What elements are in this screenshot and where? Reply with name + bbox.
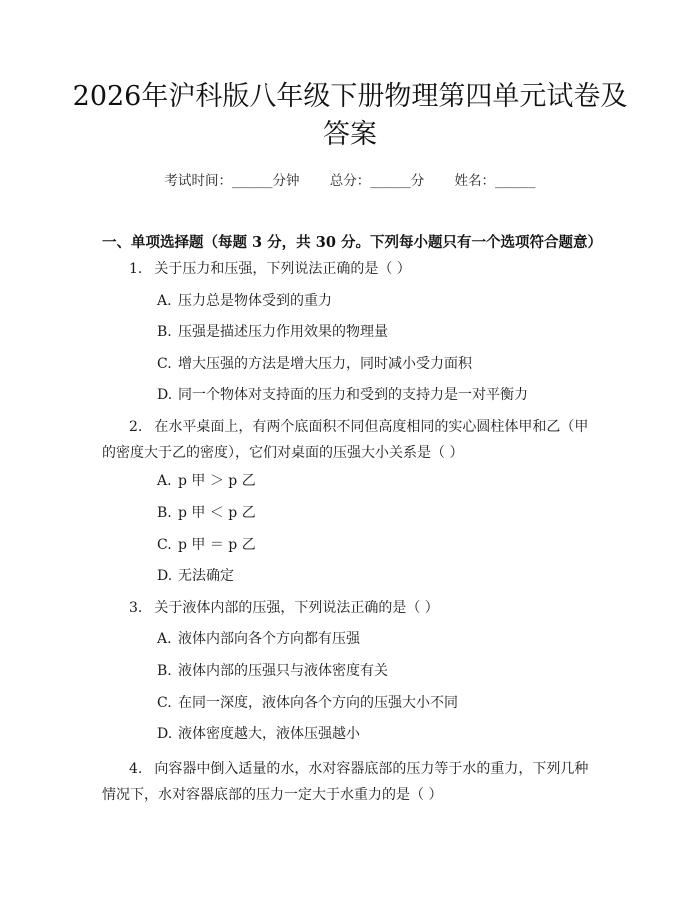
option-text: p 甲 ＞ p 乙 xyxy=(178,473,256,489)
question-text: 关于压力和压强，下列说法正确的是（ ） xyxy=(154,261,411,277)
option-text: 液体内部向各个方向都有压强 xyxy=(178,631,360,647)
option-text: 压力总是物体受到的重力 xyxy=(178,293,332,309)
option-text: 液体内部的压强只与液体密度有关 xyxy=(178,663,388,679)
question-number: 2. xyxy=(129,419,143,435)
total-score-field: 总分：______分 xyxy=(329,173,425,189)
section-heading: 一、单项选择题（每题 3 分，共 30 分。下列每小题只有一个选项符合题意） xyxy=(102,234,602,251)
question-2-option-a xyxy=(157,471,256,491)
student-name-field: 姓名：______ xyxy=(454,173,536,189)
option-letter: C. xyxy=(157,537,172,553)
question-3 xyxy=(102,595,600,621)
option-letter: D. xyxy=(157,568,173,584)
option-letter: A. xyxy=(157,293,172,309)
option-text: 增大压强的方法是增大压力，同时减小受力面积 xyxy=(178,356,472,372)
option-text: 在同一深度，液体向各个方向的压强大小不同 xyxy=(178,695,458,711)
option-letter: B. xyxy=(157,324,172,340)
question-3-option-a xyxy=(157,629,360,649)
option-letter: D. xyxy=(157,726,173,742)
option-letter: B. xyxy=(157,663,172,679)
option-text: 液体密度越大，液体压强越小 xyxy=(178,726,360,742)
question-2-option-c xyxy=(157,535,256,555)
option-letter: B. xyxy=(157,505,172,521)
option-letter: C. xyxy=(157,356,172,372)
option-text: 无法确定 xyxy=(178,568,234,584)
option-text: p 甲 ＜ p 乙 xyxy=(178,505,256,521)
option-text: p 甲 ＝ p 乙 xyxy=(178,537,256,553)
question-1-option-c xyxy=(157,354,472,374)
exam-meta xyxy=(0,169,700,189)
question-2 xyxy=(102,414,600,466)
exam-title: 2026年沪科版八年级下册物理第四单元试卷及答案 xyxy=(72,81,628,150)
question-4 xyxy=(102,756,600,808)
option-letter: A. xyxy=(157,631,172,647)
option-letter: A. xyxy=(157,473,172,489)
question-1-option-a xyxy=(157,291,332,311)
question-3-option-b xyxy=(157,661,388,681)
option-letter: D. xyxy=(157,387,173,403)
exam-time-field: 考试时间：______分钟 xyxy=(164,173,300,189)
question-text: 向容器中倒入适量的水，水对容器底部的压力等于水的重力，下列几种情况下，水对容器底部的压力一定大于水重力的是（ ） xyxy=(102,761,589,803)
option-letter: C. xyxy=(157,695,172,711)
question-number: 4. xyxy=(129,761,143,777)
question-1 xyxy=(102,256,600,282)
question-number: 1. xyxy=(129,261,143,277)
question-1-option-d xyxy=(157,385,528,405)
option-text: 压强是描述压力作用效果的物理量 xyxy=(178,324,388,340)
option-text: 同一个物体对支持面的压力和受到的支持力是一对平衡力 xyxy=(178,387,528,403)
question-3-option-c xyxy=(157,693,458,713)
question-number: 3. xyxy=(129,600,143,616)
question-3-option-d xyxy=(157,724,360,744)
question-2-option-b xyxy=(157,503,256,523)
question-2-option-d xyxy=(157,566,234,586)
question-text: 在水平桌面上，有两个底面积不同但高度相同的实心圆柱体甲和乙（甲的密度大于乙的密度），它们对桌面的压强大小关系是（ ） xyxy=(102,419,589,461)
question-text: 关于液体内部的压强，下列说法正确的是（ ） xyxy=(154,600,439,616)
question-1-option-b xyxy=(157,322,388,342)
